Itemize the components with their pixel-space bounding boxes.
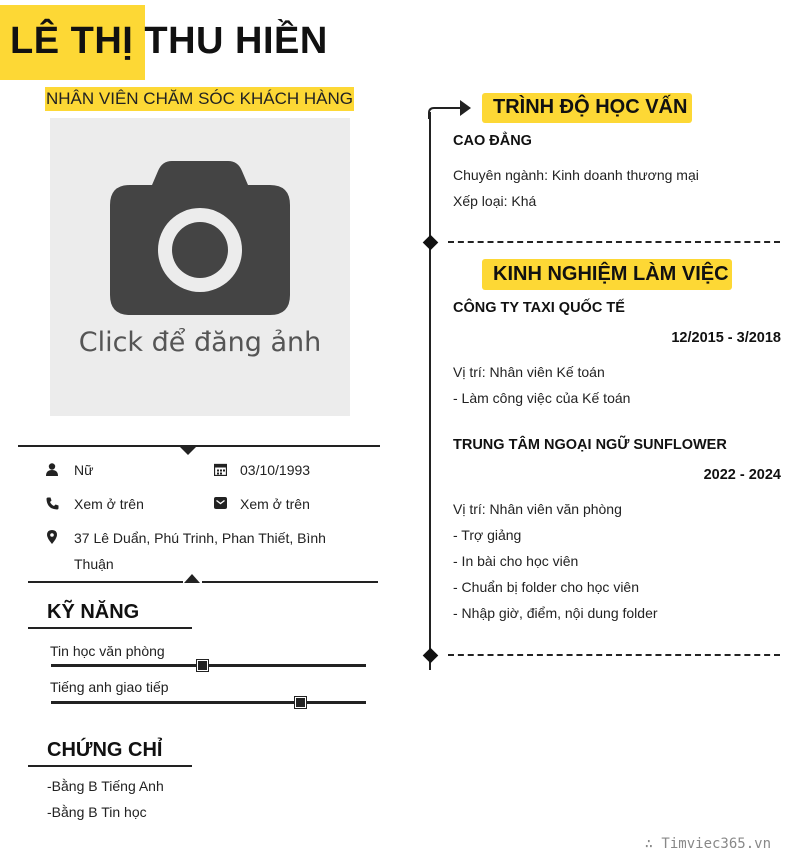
job-line[interactable]: - Trợ giảng: [453, 527, 522, 543]
info-bottom-divider-right: [202, 581, 378, 583]
certificates-title-underline: [28, 765, 192, 767]
job-line[interactable]: Vị trí: Nhân viên Kế toán: [453, 364, 605, 380]
info-top-divider: [18, 445, 380, 447]
email-value[interactable]: Xem ở trên: [240, 496, 310, 512]
section-divider-dashed: [448, 654, 780, 656]
email-icon: [213, 496, 227, 510]
user-icon: [45, 462, 59, 476]
skill-label[interactable]: Tin học văn phòng: [50, 643, 165, 659]
skill-track: [51, 701, 366, 704]
timeline-node: [423, 648, 439, 664]
address-line-1[interactable]: 37 Lê Duẩn, Phú Trinh, Phan Thiết, Bình: [74, 530, 326, 546]
skill-label[interactable]: Tiếng anh giao tiếp: [50, 679, 169, 695]
photo-upload[interactable]: [50, 118, 350, 416]
phone-icon: [45, 496, 59, 510]
job-line[interactable]: - Chuẩn bị folder cho học viên: [453, 579, 639, 595]
phone-value[interactable]: Xem ở trên: [74, 496, 144, 512]
education-school[interactable]: CAO ĐẲNG: [453, 133, 532, 149]
info-bottom-divider-left: [28, 581, 183, 583]
job-period[interactable]: 2022 - 2024: [703, 467, 781, 483]
location-icon: [45, 530, 59, 544]
timeline-node: [423, 235, 439, 251]
watermark: ∴ Timviec365.vn: [644, 836, 771, 852]
candidate-name[interactable]: LÊ THỊ THU HIỀN: [10, 20, 328, 62]
skills-title-underline: [28, 627, 192, 629]
certificate-item[interactable]: -Bằng B Tiếng Anh: [47, 778, 164, 794]
education-major[interactable]: Chuyên ngành: Kinh doanh thương mại: [453, 167, 699, 183]
section-divider-dashed: [448, 241, 780, 243]
calendar-icon: [213, 462, 227, 476]
job-line[interactable]: - Làm công việc của Kế toán: [453, 390, 631, 406]
skills-title[interactable]: KỸ NĂNG: [47, 601, 140, 623]
job-line[interactable]: - Nhập giờ, điểm, nội dung folder: [453, 605, 658, 621]
camera-icon: [110, 161, 290, 317]
job-company[interactable]: CÔNG TY TAXI QUỐC TẾ: [453, 300, 625, 316]
job-company[interactable]: TRUNG TÂM NGOẠI NGỮ SUNFLOWER: [453, 437, 727, 453]
certificates-title[interactable]: CHỨNG CHỈ: [47, 739, 163, 761]
education-title[interactable]: TRÌNH ĐỘ HỌC VẤN: [493, 96, 688, 118]
divider-arrow-down: [180, 447, 196, 455]
skill-level-handle[interactable]: [197, 660, 208, 671]
job-title[interactable]: NHÂN VIÊN CHĂM SÓC KHÁCH HÀNG: [45, 87, 354, 111]
skill-level-handle[interactable]: [295, 697, 306, 708]
job-line[interactable]: - In bài cho học viên: [453, 553, 579, 569]
gender-value[interactable]: Nữ: [74, 462, 94, 478]
divider-arrow-up: [184, 574, 200, 583]
job-line[interactable]: Vị trí: Nhân viên văn phòng: [453, 501, 622, 517]
job-period[interactable]: 12/2015 - 3/2018: [671, 330, 781, 346]
photo-caption: Click để đăng ảnh: [78, 327, 322, 358]
timeline-arrow-icon: [428, 99, 474, 119]
skill-track: [51, 664, 366, 667]
address-line-2[interactable]: Thuận: [74, 556, 114, 572]
certificate-item[interactable]: -Bằng B Tin học: [47, 804, 147, 820]
education-grade[interactable]: Xếp loại: Khá: [453, 193, 537, 209]
experience-title[interactable]: KINH NGHIỆM LÀM VIỆC: [493, 263, 729, 285]
timeline-line: [429, 112, 431, 670]
birthday-value[interactable]: 03/10/1993: [240, 462, 311, 478]
